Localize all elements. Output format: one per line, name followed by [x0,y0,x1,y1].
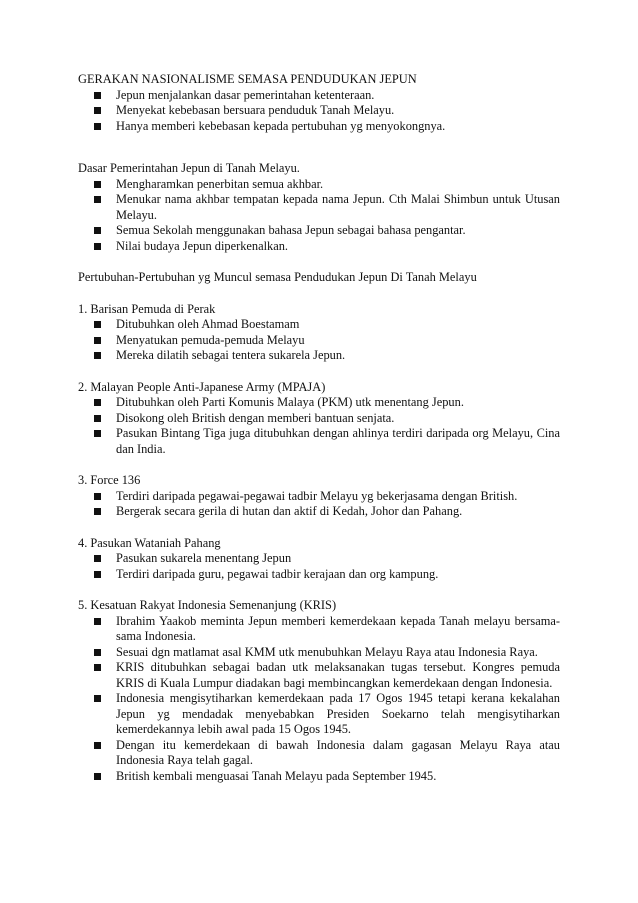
organization-bullet-item [93,567,560,583]
bullet-text: Hanya memberi kebebasan kepada pertubuhan yg menyokongnya. [116,118,446,133]
organization-bullet-item [93,411,560,427]
organization-bullet-item [93,691,560,738]
organization-bullet-list [78,317,560,364]
bullet-text: Terdiri daripada guru, pegawai tadbir kerajaan dan org kampung. [116,566,439,581]
bullet-text: Ditubuhkan oleh Parti Komunis Malaya (PKM) utk menentang Jepun. [116,395,464,409]
square-bullet-icon [94,399,101,406]
organization-bullet-list [78,395,560,457]
bullet-text: Ditubuhkan oleh Ahmad Boestamam [116,317,300,331]
policy-bullet-item [93,223,560,239]
organization-section [78,473,560,520]
intro-bullet-list [78,88,560,135]
organization-heading: 4. Pasukan Wataniah Pahang [78,535,221,550]
organization-bullet-item [93,317,560,333]
bullet-text: British kembali menguasai Tanah Melayu pada September 1945. [116,768,437,783]
policy-bullet-item [93,192,560,223]
intro-bullet-item [93,88,560,104]
bullet-text: Pasukan Bintang Tiga juga ditubuhkan dengan ahlinya terdiri daripada org Melayu, Cina dan India. [116,426,560,456]
square-bullet-icon [94,123,101,130]
square-bullet-icon [94,571,101,578]
organization-bullet-item [93,769,560,785]
organization-bullet-item [93,489,560,505]
intro-bullet-item [93,103,560,119]
policy-section [78,161,560,254]
bullet-text: Indonesia mengisytiharkan kemerdekaan pada 17 Ogos 1945 tetapi kerana kekalahan Jepun yg mendadak menyebabkan Presiden Soekarno telah mengisytiharkan kemerdekannya lebih awal pada 15 Ogos 1945. [116,691,560,736]
organization-bullet-item [93,504,560,520]
organization-bullet-item [93,645,560,661]
bullet-text: KRIS ditubuhkan sebagai badan utk melaksanakan tugas tersebut. Kongres pemuda KRIS di Kuala Lumpur diadakan bagi membincangkan kemerdekaan dengan Indonesia. [116,660,560,690]
square-bullet-icon [94,196,101,203]
organization-bullet-item [93,738,560,769]
organization-section [78,536,560,583]
organization-section [78,302,560,364]
organization-bullet-list [78,489,560,520]
square-bullet-icon [94,107,101,114]
organization-bullet-item [93,333,560,349]
organization-bullet-list [78,551,560,582]
square-bullet-icon [94,493,101,500]
policy-bullet-item [93,239,560,255]
bullet-text: Sesuai dgn matlamat asal KMM utk menubuhkan Melayu Raya atau Indonesia Raya. [116,644,538,659]
bullet-text: Menyatukan pemuda-pemuda Melayu [116,332,305,347]
organization-heading: 1. Barisan Pemuda di Perak [78,301,216,316]
square-bullet-icon [94,618,101,625]
organization-heading: 3. Force 136 [78,473,141,487]
bullet-text: Nilai budaya Jepun diperkenalkan. [116,238,289,253]
organization-bullet-item [93,551,560,567]
bullet-text: Mereka dilatih sebagai tentera sukarela Jepun. [116,348,346,362]
policy-bullet-item [93,177,560,193]
policy-heading: Dasar Pemerintahan Jepun di Tanah Melayu. [78,161,300,175]
square-bullet-icon [94,337,101,344]
intro-bullet-item [93,119,560,135]
square-bullet-icon [94,508,101,515]
square-bullet-icon [94,555,101,562]
square-bullet-icon [94,181,101,188]
bullet-text: Pasukan sukarela menentang Jepun [116,551,292,565]
square-bullet-icon [94,649,101,656]
bullet-text: Jepun menjalankan dasar pemerintahan ketenteraan. [116,87,375,102]
bullet-text: Bergerak secara gerila di hutan dan aktif di Kedah, Johor dan Pahang. [116,504,463,518]
square-bullet-icon [94,92,101,99]
document-title: GERAKAN NASIONALISME SEMASA PENDUDUKAN JEPUN [78,72,417,86]
bullet-text: Mengharamkan penerbitan semua akhbar. [116,176,324,191]
organization-bullet-list [78,614,560,785]
organization-section [78,598,560,784]
square-bullet-icon [94,742,101,749]
bullet-text: Semua Sekolah menggunakan bahasa Jepun sebagai bahasa pengantar. [116,223,466,237]
square-bullet-icon [94,430,101,437]
square-bullet-icon [94,321,101,328]
document-page [78,72,560,784]
organization-bullet-item [93,348,560,364]
organizations-intro [78,270,560,286]
square-bullet-icon [94,352,101,359]
organization-bullet-item [93,614,560,645]
square-bullet-icon [94,415,101,422]
square-bullet-icon [94,773,101,780]
bullet-text: Menyekat kebebasan bersuara penduduk Tanah Melayu. [116,103,395,117]
organization-heading: 5. Kesatuan Rakyat Indonesia Semenanjung (KRIS) [78,598,337,612]
organization-bullet-item [93,660,560,691]
bullet-text: Ibrahim Yaakob meminta Jepun memberi kemerdekaan kepada Tanah melayu bersama-sama Indonesia. [116,613,560,643]
bullet-text: Menukar nama akhbar tempatan kepada nama Jepun. Cth Malai Shimbun untuk Utusan Melayu. [116,192,560,222]
bullet-text: Dengan itu kemerdekaan di bawah Indonesia dalam gagasan Melayu Raya atau Indonesia Raya telah gagal. [116,737,560,767]
organization-section [78,380,560,458]
square-bullet-icon [94,695,101,702]
organization-bullet-item [93,395,560,411]
square-bullet-icon [94,664,101,671]
square-bullet-icon [94,243,101,250]
organization-bullet-item [93,426,560,457]
organizations-heading: Pertubuhan-Pertubuhan yg Muncul semasa Pendudukan Jepun Di Tanah Melayu [78,270,477,284]
bullet-text: Disokong oleh British dengan memberi bantuan senjata. [116,410,395,425]
bullet-text: Terdiri daripada pegawai-pegawai tadbir Melayu yg bekerjasama dengan British. [116,488,518,503]
policy-bullet-list [78,177,560,255]
square-bullet-icon [94,227,101,234]
organization-heading: 2. Malayan People Anti-Japanese Army (MPAJA) [78,379,326,394]
